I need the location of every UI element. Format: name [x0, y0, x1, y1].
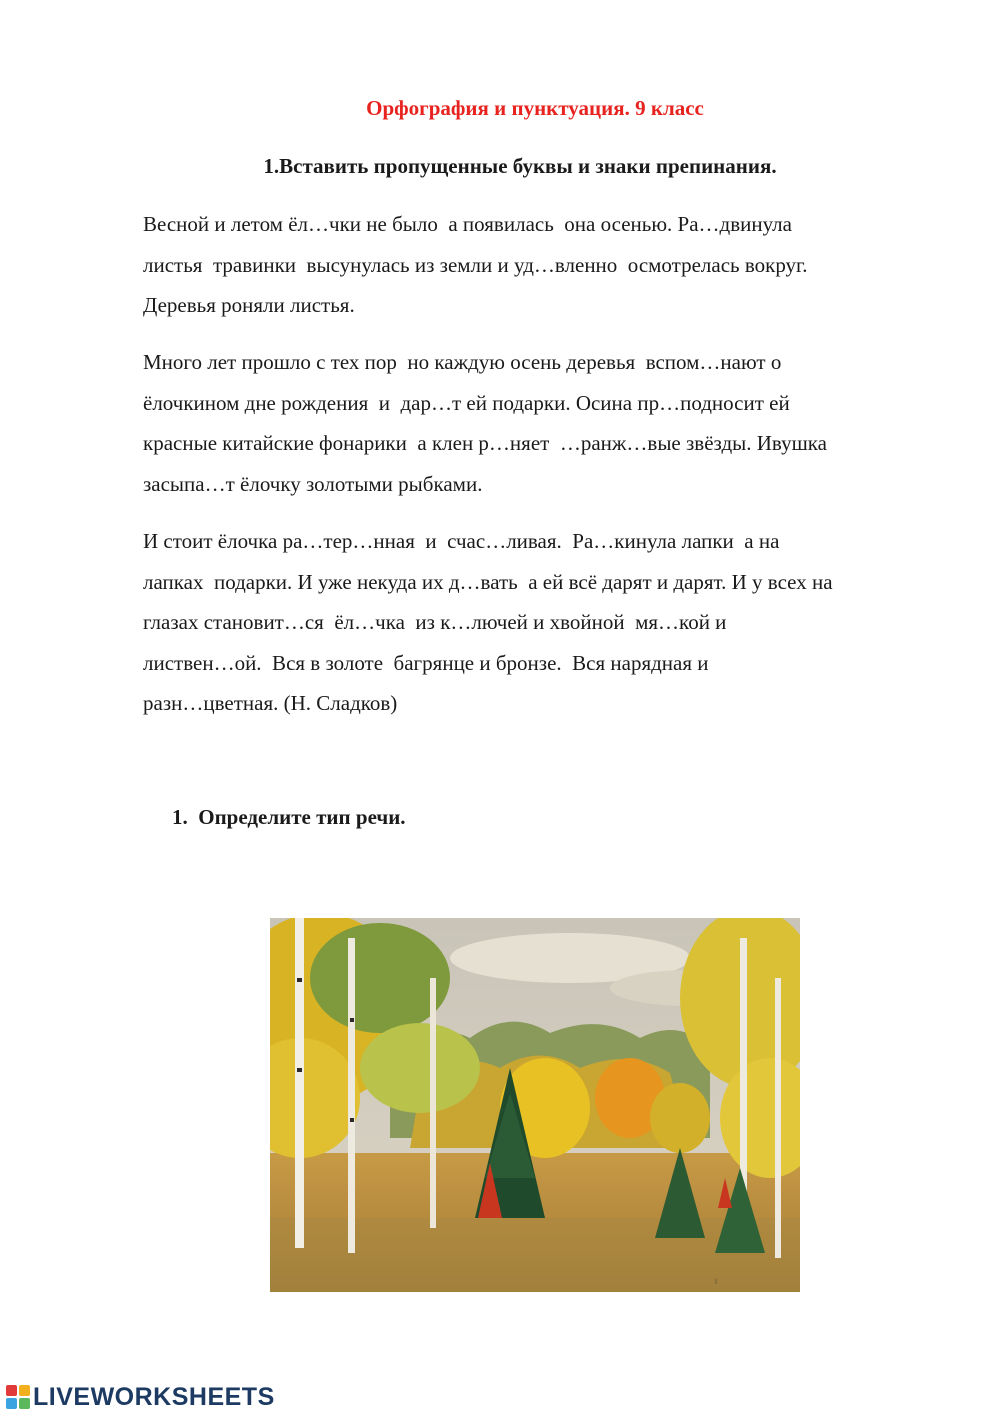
logo-block	[6, 1398, 17, 1409]
text-line: засыпа…т ёлочку золотыми рыбками.	[143, 471, 483, 496]
text-line: ёлочкином дне рождения и дар…т ей подарки. Осина пр…подносит ей	[143, 390, 790, 415]
text-line: И стоит ёлочка ра…тер…нная и счас…ливая. Ра…кинула лапки а на	[143, 529, 780, 553]
logo-block	[19, 1385, 30, 1396]
text-line: Много лет прошло с тех пор но каждую осень деревья вспом…нают о	[143, 350, 782, 374]
text-line: Деревья роняли листья.	[143, 293, 355, 317]
task-2-text: Определите тип речи.	[198, 805, 406, 829]
paragraph-1	[143, 204, 943, 326]
worksheet-title: Орфография и пунктуация. 9 класс	[366, 96, 704, 120]
liveworksheets-logo[interactable]	[6, 1382, 275, 1412]
text-line: глазах становит…ся ёл…чка из к…лючей и хвойной мя…кой и	[143, 610, 727, 634]
logo-block	[6, 1385, 17, 1396]
task-1-heading: 1.Вставить пропущенные буквы и знаки препинания.	[263, 154, 777, 178]
paragraph-3	[143, 521, 943, 724]
task-2-number: 1.	[172, 805, 188, 829]
logo-mark-icon	[6, 1385, 30, 1409]
text-line: лапках подарки. И уже некуда их д…вать а ей всё дарят и дарят. И у всех на	[143, 569, 833, 594]
logo-block	[19, 1398, 30, 1409]
text-line: разн…цветная. (Н. Сладков)	[143, 691, 398, 715]
task-2-heading	[172, 805, 406, 830]
text-line: красные китайские фонарики а клен р…няет …ранж…вые звёзды. Ивушка	[143, 431, 827, 455]
paragraph-2	[143, 342, 943, 504]
autumn-forest-painting	[270, 918, 800, 1292]
autumn-forest-illustration	[270, 918, 800, 1292]
svg-text:ℓ: ℓ	[715, 1277, 718, 1286]
text-line: листвен…ой. Вся в золоте багрянце и бронзе. Вся нарядная и	[143, 650, 709, 675]
text-line: Весной и летом ёл…чки не было а появилась она осенью. Ра…двинула	[143, 212, 792, 236]
logo-text: LIVEWORKSHEETS	[33, 1382, 275, 1411]
text-line: листья травинки высунулась из земли и уд…вленно осмотрелась вокруг.	[143, 252, 808, 277]
